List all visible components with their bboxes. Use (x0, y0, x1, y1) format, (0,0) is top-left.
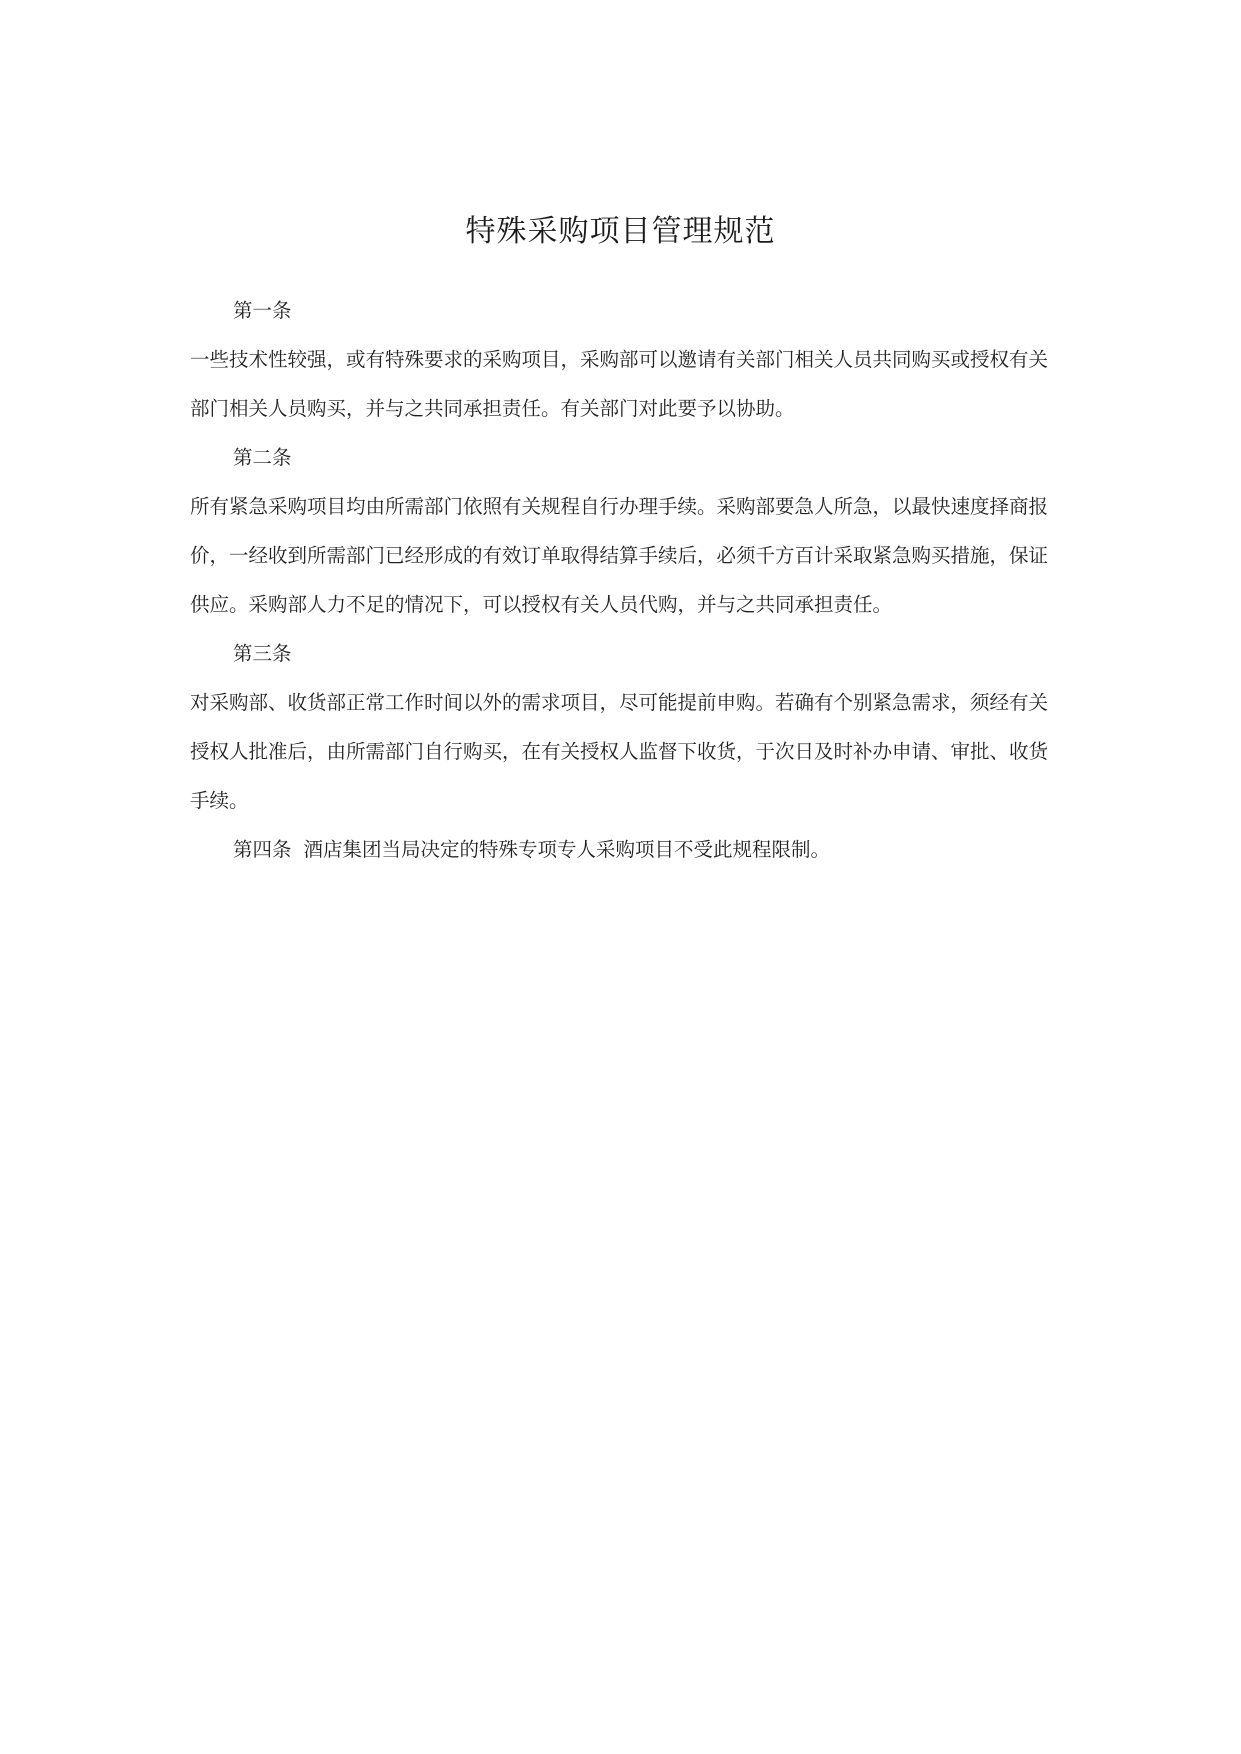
article-2-text: 所有紧急采购项目均由所需部门依照有关规程自行办理手续。采购部要急人所急，以最快速度择商报价，一经收到所需部门已经形成的有效订单取得结算手续后，必须千方百计采取紧急购买措施，保证供应。采购部人力不足的情况下，可以授权有关人员代购，并与之共同承担责任。 (190, 495, 1049, 616)
article-1-label: 第一条 (233, 299, 292, 322)
document-content (190, 286, 1048, 874)
article-3-label: 第三条 (233, 642, 292, 665)
article-1-text: 一些技术性较强，或有特殊要求的采购项目，采购部可以邀请有关部门相关人员共同购买或授权有关部门相关人员购买，并与之共同承担责任。有关部门对此要予以协助。 (190, 348, 1049, 420)
article-2-label: 第二条 (233, 446, 292, 469)
article-3-text: 对采购部、收货部正常工作时间以外的需求项目，尽可能提前申购。若确有个别紧急需求，须经有关授权人批准后，由所需部门自行购买，在有关授权人监督下收货，于次日及时补办申请、审批、收货手续。 (190, 691, 1049, 812)
document-title: 特殊采购项目管理规范 (465, 214, 776, 249)
article-4-label: 第四条 (233, 838, 292, 861)
article-4 (190, 825, 1048, 874)
article-4-text: 酒店集团当局决定的特殊专项专人采购项目不受此规程限制。 (303, 838, 831, 861)
